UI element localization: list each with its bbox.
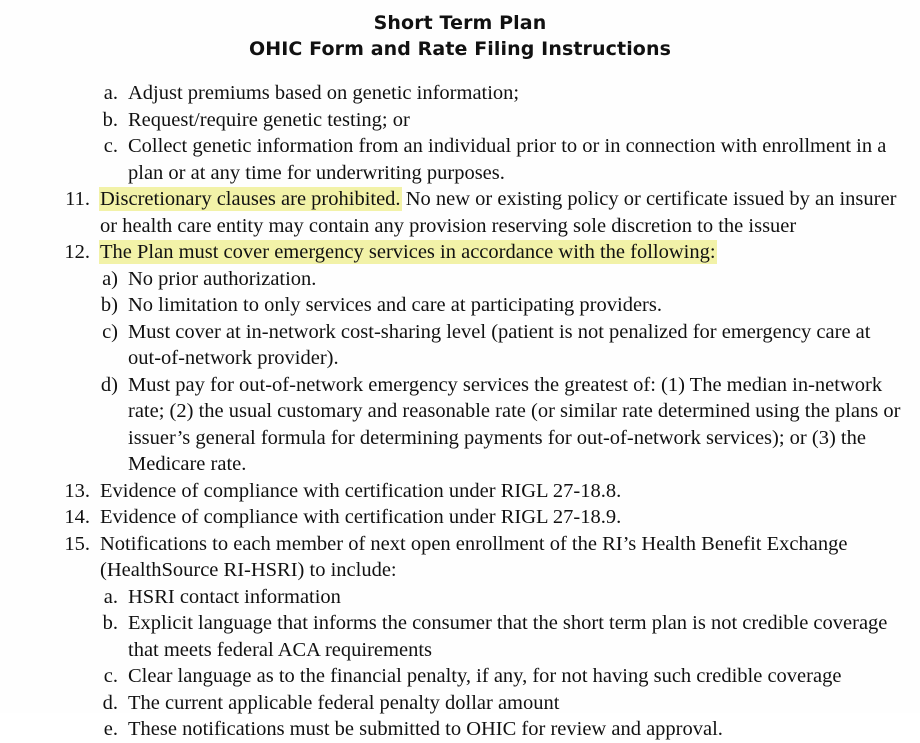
list-item-text: Must pay for out-of-network emergency services the greatest of: (1) The median in-network rate; (2) the usual customary and reasonable rate (or similar rate determined using the plans or issuer’s general formula for determining payments for out-of-network services); or (3) the Medicare rate. xyxy=(128,373,901,475)
list-item xyxy=(60,319,902,372)
list-item-text: These notifications must be submitted to OHIC for review and approval. xyxy=(128,718,723,740)
list-item xyxy=(60,716,902,743)
list-item-marker: b) xyxy=(100,294,118,316)
list-item-text xyxy=(100,186,902,239)
list-item xyxy=(60,584,902,611)
list-item-text: No limitation to only services and care at participating providers. xyxy=(128,294,662,316)
list-item-marker: a. xyxy=(103,82,118,104)
list-item-text: Must cover at in-network cost-sharing level (patient is not penalized for emergency care at out-of-network provider). xyxy=(128,320,871,369)
list-item-text: Evidence of compliance with certification under RIGL 27-18.9. xyxy=(100,506,622,528)
list-item-marker: 14. xyxy=(64,506,90,528)
list-item xyxy=(60,292,902,319)
list-item-marker: 12. xyxy=(64,241,90,263)
list-item xyxy=(60,239,902,266)
list-item-marker: d) xyxy=(100,373,118,396)
list-item-marker: b. xyxy=(102,108,118,131)
list-item xyxy=(60,531,902,584)
list-item xyxy=(60,372,902,478)
list-item-marker: e. xyxy=(103,718,118,740)
list-item xyxy=(60,186,902,239)
list-item-text: Adjust premiums based on genetic information; xyxy=(128,82,520,104)
list-item-text: HSRI contact information xyxy=(128,585,341,608)
list-item xyxy=(60,266,902,293)
list-item-marker: c. xyxy=(103,665,118,687)
list-item-marker: c. xyxy=(103,135,118,157)
list-item xyxy=(60,504,902,531)
list-item xyxy=(60,663,902,690)
document-body xyxy=(0,80,920,743)
list-item-marker: a) xyxy=(102,267,118,290)
list-item xyxy=(60,107,902,134)
document-title xyxy=(0,0,920,62)
list-item xyxy=(60,690,902,717)
list-item xyxy=(60,478,902,505)
list-item-text: Collect genetic information from an individual prior to or in connection with enrollment in a plan or at any time for underwriting purposes. xyxy=(128,135,887,184)
list-item-text: Clear language as to the financial penalty, if any, for not having such credible coverage xyxy=(128,665,842,687)
list-item xyxy=(60,80,902,107)
list-item-text: No prior authorization. xyxy=(128,267,317,290)
list-item-text: Notifications to each member of next open enrollment of the RI’s Health Benefit Exchange (HealthSource RI-HSRI) to include: xyxy=(100,532,848,581)
list-item-marker: 15. xyxy=(64,532,90,555)
list-item-marker: d. xyxy=(102,691,118,714)
title-line-1: Short Term Plan xyxy=(373,12,547,34)
list-item-marker: 13. xyxy=(64,479,90,502)
list-item xyxy=(60,133,902,186)
list-item xyxy=(60,610,902,663)
list-item-text: Explicit language that informs the consumer that the short term plan is not credible coverage that meets federal ACA requirements xyxy=(128,612,888,661)
list-item-text xyxy=(100,239,902,266)
list-item-text: The current applicable federal penalty dollar amount xyxy=(128,691,560,714)
list-item-marker: 11. xyxy=(65,188,90,210)
list-item-marker: b. xyxy=(102,612,118,634)
list-item-text: Request/require genetic testing; or xyxy=(128,108,410,131)
list-item-text: Evidence of compliance with certification under RIGL 27-18.8. xyxy=(100,479,622,502)
list-item-text-rest: No new or existing policy or certificate issued by an insurer or health care entity may contain any provision reserving sole discretion to the issuer xyxy=(100,188,897,237)
highlighted-text: Discretionary clauses are prohibited. xyxy=(100,188,401,210)
highlighted-text: The Plan must cover emergency services in accordance with the following: xyxy=(100,241,716,263)
list-item-marker: a. xyxy=(103,585,118,608)
title-line-2: OHIC Form and Rate Filing Instructions xyxy=(248,38,671,60)
list-item-marker: c) xyxy=(102,320,118,343)
